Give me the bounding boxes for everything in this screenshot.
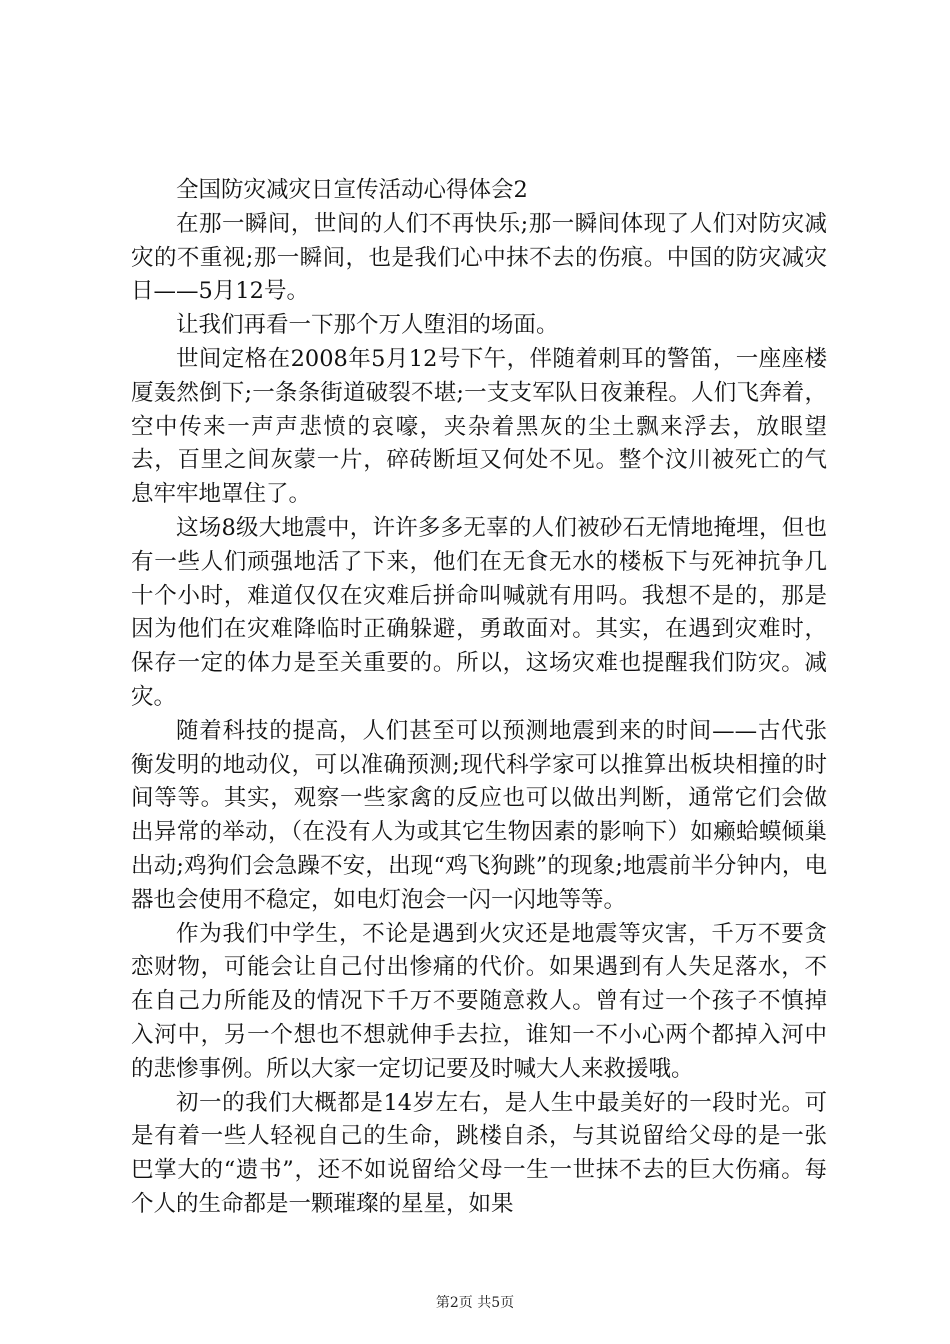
paragraph-1: 在那一瞬间，世间的人们不再快乐;那一瞬间体现了人们对防灾减灾的不重视;那一瞬间，也是我们心中抹不去的伤痕。中国的防灾减灾日——5月12号。	[131, 210, 827, 305]
document-title: 全国防灾减灾日宣传活动心得体会2	[176, 177, 528, 203]
paragraph-4: 这场8级大地震中，许许多多无辜的人们被砂石无情地掩埋，但也有一些人们顽强地活了下来，他们在无食无水的楼板下与死神抗争几十个小时，难道仅仅在灾难后拼命叫喊就有用吗。我想不是的，那是因为他们在灾难降临时正确躲避，勇敢面对。其实，在遇到灾难时，保存一定的体力是至关重要的。所以，这场灾难也提醒我们防灾。减灾。	[131, 514, 827, 710]
page-footer: 第2页 共5页	[435, 1295, 515, 1311]
document-body	[131, 174, 827, 1222]
paragraph-7: 初一的我们大概都是14岁左右，是人生中最美好的一段时光。可是有着一些人轻视自己的生命，跳楼自杀，与其说留给父母的是一张巴掌大的“遗书”，还不如说留给父母一生一世抹不去的巨大伤痛。每个人的生命都是一颗璀璨的星星，如果	[131, 1089, 827, 1217]
paragraph-2: 让我们再看一下那个万人堕泪的场面。	[176, 312, 559, 339]
paragraph-5: 随着科技的提高，人们甚至可以预测地震到来的时间——古代张衡发明的地动仪，可以准确预测;现代科学家可以推算出板块相撞的时间等等。其实，观察一些家禽的反应也可以做出判断，通常它们会做出异常的举动，（在没有人为或其它生物因素的影响下）如癞蛤蟆倾巢出动;鸡狗们会急躁不安，出现“鸡飞狗跳”的现象;地震前半分钟内，电器也会使用不稳定，如电灯泡会一闪一闪地等等。	[131, 717, 827, 913]
paragraph-6: 作为我们中学生，不论是遇到火灾还是地震等灾害，千万不要贪恋财物，可能会让自己付出惨痛的代价。如果遇到有人失足落水，不在自己力所能及的情况下千万不要随意救人。曾有过一个孩子不慎掉入河中，另一个想也不想就伸手去拉，谁知一不小心两个都掉入河中的悲惨事例。所以大家一定切记要及时喊大人来救援哦。	[131, 920, 827, 1082]
paragraph-3: 世间定格在2008年5月12号下午，伴随着刺耳的警笛，一座座楼厦轰然倒下;一条条街道破裂不堪;一支支军队日夜兼程。人们飞奔着，空中传来一声声悲愤的哀嚎，夹杂着黑灰的尘土飘来浮去，放眼望去，百里之间灰蒙一片，碎砖断垣又何处不见。整个汶川被死亡的气息牢牢地罩住了。	[131, 345, 827, 508]
